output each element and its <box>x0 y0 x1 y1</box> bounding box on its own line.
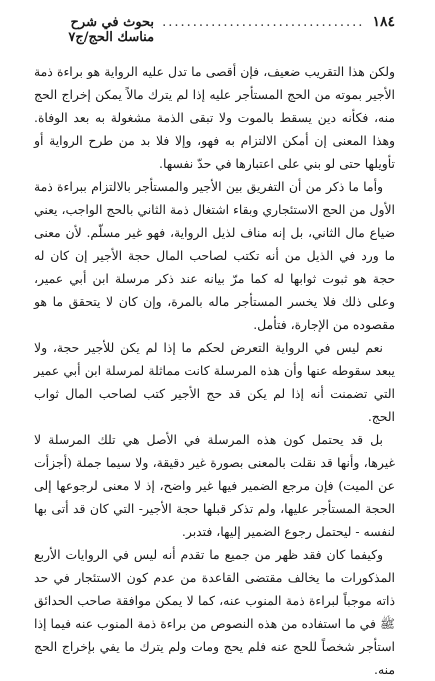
page-number: ١٨٤ <box>372 14 395 30</box>
book-title: بحوث في شرح مناسك الحج/ج٧ <box>68 15 155 45</box>
running-header <box>34 14 395 50</box>
paragraph-2: وأما ما ذكر من أن التفريق بين الأجير والمستأجر بالالتزام ببراءة ذمة الأول من الحج الاستئجاري وبقاء اشتغال ذمة الثاني بالحج الواجب، يعني ضياع مال الثاني، بل إنه مناف لذيل الرواية، فهو غير مسلّم. لأن معنى ما ورد في الذيل من أنه تكتب لصاحب المال حجة الأجير إن كان له حجة هو ثبوت ثوابها له كما مرّ بيانه عند ذكر مرسلة ابن أبي عمير، وعلى ذلك فلا يخسر المستأجر ماله بالمرة، وإن كان لا يتحقق ما هو مقصوده من الإجارة، فتأمل. <box>34 179 395 332</box>
paragraph-4: بل قد يحتمل كون هذه المرسلة في الأصل هي تلك المرسلة لا غيرها، وأنها قد نقلت بالمعنى بصورة غير دقيقة، ولا سيما جملة (أجزأت عن الميت) فإن مرجع الضمير فيها غير واضح، إذ لا معنى لرجوعها إلى الحجة المستأجر عليها، ولم تذكر قبلها حجة الأجير- التي كان قد أتى بها لنفسه - ليحتمل رجوع الضمير إليها، فتدبر. <box>34 432 395 539</box>
paragraph-5: وكيفما كان فقد ظهر من جميع ما تقدم أنه ليس في الروايات الأربع المذكورات ما يخالف مقتضى القاعدة من عدم كون الاستئجار في حد ذاته موجباً لبراءة ذمة المنوب عنه، كما لا يمكن موافقة صاحب الحدائق ﷺ في ما استفاده من هذه النصوص من براءة ذمة المنوب عنه فيما إذا استأجر شخصاً للحج عنه فلم يحج ومات ولم يترك ما يفي بإخراج الحج منه. <box>34 547 395 677</box>
header-leader-dots: ................................. <box>162 15 365 30</box>
paragraph-1: ولكن هذا التقريب ضعيف، فإن أقصى ما تدل عليه الرواية هو براءة ذمة الأجير بموته من الحج المستأجر عليه إذا لم يترك مالاً يمكن إخراج الحج منه، فكأنه دين يسقط بالموت ولا تبقى الذمة مشغولة به بعد الوفاة. وهذا المعنى إن أمكن الالتزام به فهو، وإلا فلا بد من طرح الرواية أو تأويلها حتى لو بني على اعتبارها في حدّ نفسها. <box>34 64 395 171</box>
page-body <box>34 60 395 681</box>
paragraph-3: نعم ليس في الرواية التعرض لحكم ما إذا لم يكن للأجير حجة، ولا يبعد سقوطه عنها وأن هذه المرسلة كانت مماثلة لمرسلة ابن أبي عمير التي تضمنت أنه إذا لم يكن قد حج الأجير كتب لصاحب المال ثواب الحج. <box>34 340 395 424</box>
